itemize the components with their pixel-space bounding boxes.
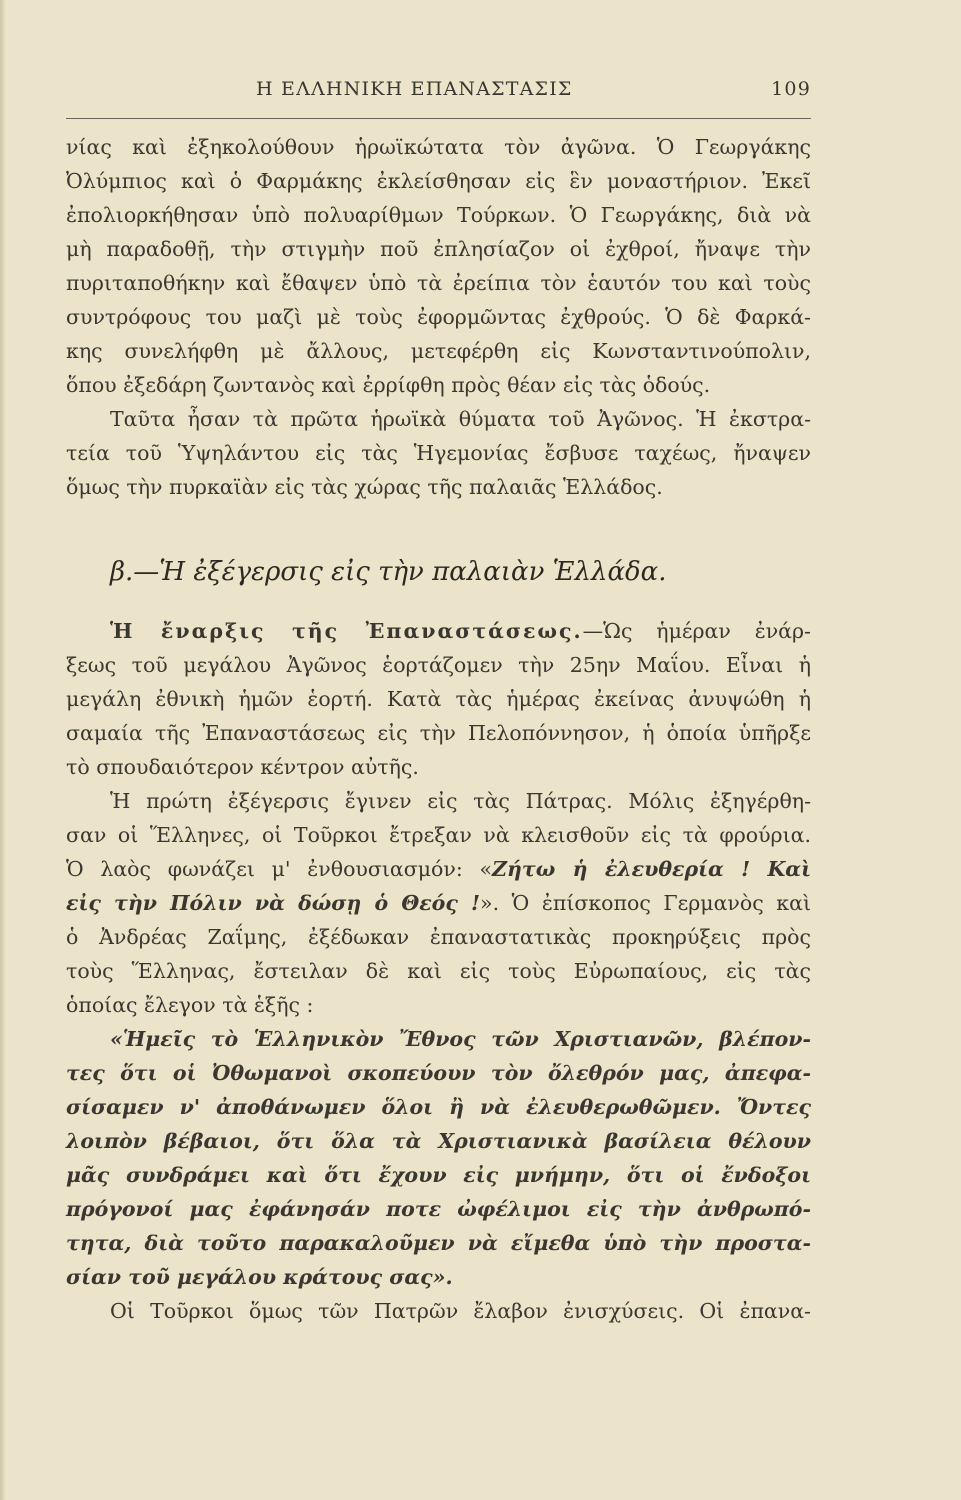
paragraph-1 (66, 130, 811, 402)
text-line: νίας καὶ ἐξηκολούθουν ἡρωϊκώτατα τὸν ἀγῶνα. Ὁ Γεωργάκης (66, 135, 811, 159)
section-heading: β.—Ἡ ἐξέγερσις εἰς τὴν παλαιὰν Ἑλλάδα. (110, 557, 667, 587)
text-line: Οἱ Τοῦρκοι ὅμως τῶν Πατρῶν ἔλαβον ἐνισχύσεις. Οἱ ἐπανα- (110, 1299, 811, 1323)
text-line: πρόγονοί μας ἐφάνησάν ποτε ὠφέλιμοι εἰς τὴν ἀνθρωπό- (66, 1197, 811, 1221)
header-rule (66, 118, 811, 119)
text-line: λοιπὸν βέβαιοι, ὅτι ὅλα τὰ Χριστιανικὰ βασίλεια θέλουν (66, 1129, 811, 1153)
text-line: τες ὅτι οἱ Ὀθωμανοὶ σκοπεύουν τὸν ὄλεθρόν μας, ἀπεφα- (66, 1061, 811, 1085)
paragraph-3 (66, 614, 811, 784)
text-span: Ὁ λαὸς φωνάζει μ' ἐνθουσιασμόν: « (66, 857, 493, 881)
proclamation-quote (66, 1022, 811, 1294)
text-line: μᾶς συνδράμει καὶ ὅτι ἔχουν εἰς μνήμην, ὅτι οἱ ἔνδοξοι (66, 1163, 811, 1187)
text-line: «Ἡμεῖς τὸ Ἑλληνικὸν Ἔθνος τῶν Χριστιανῶν, βλέπον- (110, 1027, 811, 1051)
body-text (66, 130, 811, 1328)
text-line (66, 852, 811, 886)
running-title: Η ΕΛΛΗΝΙΚΗ ΕΠΑΝΑΣΤΑΣΙΣ (256, 78, 573, 100)
text-line: μεγάλη ἐθνικὴ ἡμῶν ἑορτή. Κατὰ τὰς ἡμέρας ἐκείνας ἀνυψώθη ἡ (66, 687, 811, 711)
text-line: πυριταποθήκην καὶ ἔθαψεν ὑπὸ τὰ ἐρείπια τὸν ἑαυτόν του καὶ τοὺς (66, 271, 811, 295)
text-span: ». Ὁ ἐπίσκοπος Γερμανὸς καὶ (480, 891, 811, 915)
paragraph-4 (66, 784, 811, 1022)
paragraph-lead: Ἡ ἔναρξις τῆς Ἐπαναστάσεως. (110, 619, 583, 643)
text-line: τοὺς Ἕλληνας, ἔστειλαν δὲ καὶ εἰς τοὺς Εὐρωπαίους, εἰς τὰς (66, 959, 811, 983)
text-line: τητα, διὰ τοῦτο παρακαλοῦμεν νὰ εἴμεθα ὑπὸ τὴν προστα- (66, 1231, 811, 1255)
quote-emphasis: Ζήτω ἡ ἐλευθερία ! Καὶ (492, 857, 811, 881)
text-line: τὸ σπουδαιότερον κέντρον αὐτῆς. (66, 755, 419, 779)
text-line: Ταῦτα ἦσαν τὰ πρῶτα ἡρωϊκὰ θύματα τοῦ Ἀγῶνος. Ἡ ἐκστρα- (110, 407, 811, 431)
text-line: ξεως τοῦ μεγάλου Ἀγῶνος ἑορτάζομεν τὴν 25ην Μαΐου. Εἶναι ἡ (66, 653, 811, 677)
text-line: ὅμως τὴν πυρκαϊὰν εἰς τὰς χώρας τῆς παλαιᾶς Ἑλλάδος. (66, 475, 663, 499)
text-line (66, 886, 811, 920)
text-line: ὅπου ἐξεδάρη ζωντανὸς καὶ ἐρρίφθη πρὸς θέαν εἰς τὰς ὁδούς. (66, 373, 711, 397)
text-line: ἐπολιορκήθησαν ὑπὸ πολυαρίθμων Τούρκων. Ὁ Γεωργάκης, διὰ νὰ (66, 203, 811, 227)
page-number: 109 (771, 78, 811, 100)
paragraph-2 (66, 402, 811, 504)
text-line: σίσαμεν ν' ἀποθάνωμεν ὅλοι ἢ νὰ ἐλευθερωθῶμεν. Ὄντες (66, 1095, 811, 1119)
text-line: ὁ Ἀνδρέας Ζαΐμης, ἐξέδωκαν ἐπαναστατικὰς προκηρύξεις πρὸς (66, 925, 811, 949)
text-line: σίαν τοῦ μεγάλου κράτους σας». (66, 1265, 453, 1289)
text-line: Ἡ πρώτη ἐξέγερσις ἔγινεν εἰς τὰς Πάτρας. Μόλις ἐξηγέρθη- (110, 789, 811, 813)
quote-emphasis: εἰς τὴν Πόλιν νὰ δώσῃ ὁ Θεός ! (66, 891, 481, 915)
text-line: ὁποίας ἔλεγον τὰ ἑξῆς : (66, 993, 314, 1017)
text-line: τεία τοῦ Ὑψηλάντου εἰς τὰς Ἡγεμονίας ἔσβυσε ταχέως, ἤναψεν (66, 441, 811, 465)
text-span: —Ὡς ἡμέραν ἐνάρ- (582, 619, 811, 643)
text-line: κης συνελήφθη μὲ ἄλλους, μετεφέρθη εἰς Κωνσταντινούπολιν, (66, 339, 811, 363)
text-line: σαμαία τῆς Ἐπαναστάσεως εἰς τὴν Πελοπόννησον, ἡ ὁποία ὑπῆρξε (66, 721, 811, 745)
text-line: Ὀλύμπιος καὶ ὁ Φαρμάκης ἐκλείσθησαν εἰς ἓν μοναστήριον. Ἐκεῖ (66, 169, 811, 193)
text-line (66, 614, 811, 648)
text-line: μὴ παραδοθῇ, τὴν στιγμὴν ποῦ ἐπλησίαζον οἱ ἐχθροί, ἤναψε τὴν (66, 237, 811, 261)
text-line: σαν οἱ Ἕλληνες, οἱ Τοῦρκοι ἔτρεξαν νὰ κλεισθοῦν εἰς τὰ φρούρια. (66, 823, 811, 847)
page-edge (0, 0, 6, 1500)
text-line: συντρόφους του μαζὶ μὲ τοὺς ἐφορμῶντας ἐχθρούς. Ὁ δὲ Φαρκά- (66, 305, 811, 329)
